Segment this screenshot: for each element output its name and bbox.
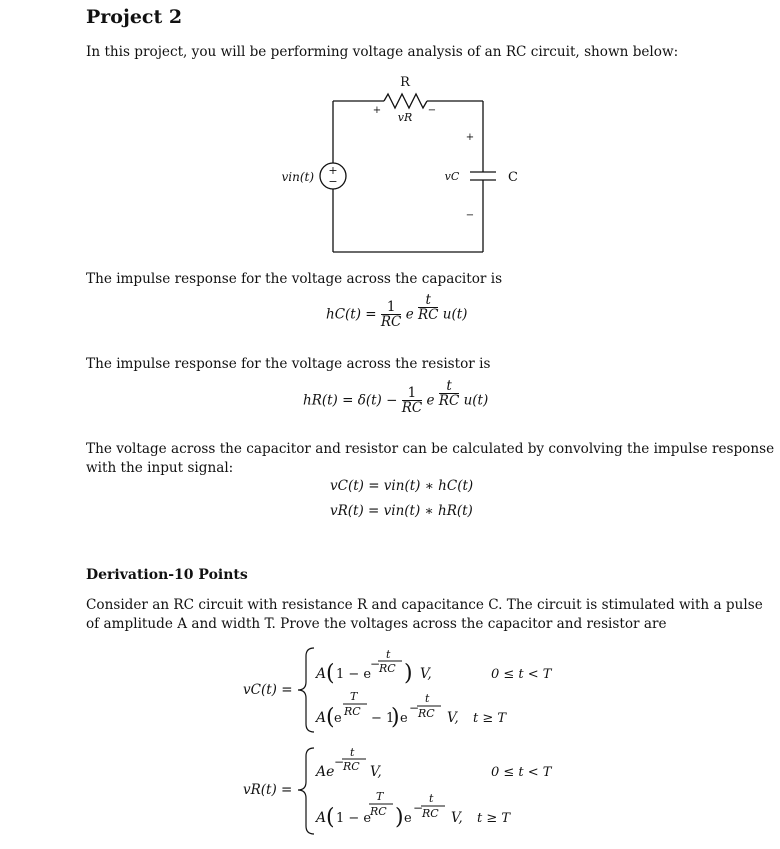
hc-fraction	[381, 300, 402, 329]
derivation-text-line2: of amplitude A and width T. Prove the voltages across the capacitor and resistor are	[86, 616, 667, 632]
vc-plus: +	[465, 132, 475, 143]
svg-text:e: e	[404, 811, 412, 826]
vr-r1-exp-t: t	[350, 746, 355, 759]
conv-intro-line1: The voltage across the capacitor and resistor can be calculated by convolving the impulse response	[86, 441, 775, 457]
hc-exp-e: e	[405, 306, 414, 323]
vr-r1-cond: 0 ≤ t < T	[491, 765, 552, 780]
svg-text:−: −	[413, 801, 424, 815]
hc-frac-num: 1	[381, 300, 402, 315]
vc-r2-exp-t: t	[425, 692, 430, 705]
svg-text:A: A	[316, 666, 327, 682]
svg-text:(: (	[326, 805, 335, 830]
vr-brace	[298, 748, 314, 834]
source-minus: −	[328, 175, 338, 188]
vc-r1-cond: 0 ≤ t < T	[491, 667, 552, 682]
hr-frac-den: RC	[401, 400, 423, 416]
derivation-heading: Derivation-10 Points	[86, 567, 248, 583]
hr-fraction	[402, 386, 423, 415]
svg-text:−: −	[409, 701, 420, 715]
vr-r2-exp-rc2: RC	[422, 807, 439, 820]
vc-r2-cond: t ≥ T	[473, 711, 507, 726]
hr-intro-text: The impulse response for the voltage across the resistor is	[86, 356, 491, 372]
vr-lhs: vR(t) =	[243, 782, 293, 798]
vr-r2-exp-t: t	[429, 792, 434, 805]
vc-minus: −	[465, 210, 475, 221]
vr-r2-cond: t ≥ T	[477, 811, 511, 826]
hr-exponent	[439, 379, 460, 408]
vc-r2-V: V,	[447, 710, 459, 726]
vc-lhs: vC(t) =	[243, 682, 293, 698]
svg-text:(: (	[326, 705, 335, 730]
derivation-text-line1: Consider an RC circuit with resistance R and capacitance C. The circuit is stimulated with a pulse	[86, 597, 763, 613]
vin-label: vin(t)	[281, 170, 314, 184]
hc-equation	[326, 292, 468, 330]
svg-text:−: −	[334, 755, 345, 769]
vc-r2-exp-rc2: RC	[418, 707, 435, 720]
svg-text:A: A	[316, 810, 327, 826]
vc-label: vC	[444, 170, 460, 183]
svg-text:e: e	[400, 711, 408, 726]
hc-frac-den: RC	[380, 314, 402, 330]
vr-r2-exp-rc: RC	[370, 805, 387, 818]
svg-text:A: A	[316, 710, 327, 726]
hr-equation	[303, 378, 489, 416]
vr-r2-V: V,	[451, 810, 463, 826]
svg-text:1 − e: 1 − e	[336, 667, 372, 682]
vr-piecewise-equation	[240, 738, 560, 842]
hr-exp-e: e	[426, 392, 435, 409]
vr-label: vR	[397, 111, 413, 124]
vc-r2-exp-T: T	[350, 690, 358, 703]
vr-conv-equation: vR(t) = vin(t) ∗ hR(t)	[330, 503, 473, 519]
vc-r1-exp-rc: RC	[379, 662, 396, 675]
hc-exponent	[418, 293, 439, 322]
svg-text:): )	[404, 661, 413, 686]
vc-r1-V: V,	[420, 666, 432, 682]
hr-exp-num: t	[446, 378, 452, 394]
svg-text:(: (	[326, 661, 335, 686]
vc-r1-exp-t: t	[386, 648, 391, 661]
svg-text:1 − e: 1 − e	[336, 811, 372, 826]
hc-exp-num: t	[425, 292, 431, 308]
svg-text:e: e	[334, 711, 342, 726]
page-title: Project 2	[86, 6, 183, 28]
vr-plus: +	[372, 105, 382, 116]
hr-step: u(t)	[463, 392, 489, 409]
source-plus: +	[328, 164, 338, 177]
hc-exp-den: RC	[417, 307, 439, 323]
vc-brace	[298, 648, 314, 732]
vc-conv-equation: vC(t) = vin(t) ∗ hC(t)	[330, 478, 474, 494]
vr-r1-V: V,	[370, 764, 382, 780]
resistor-label: R	[400, 75, 410, 90]
rc-circuit-diagram	[0, 0, 780, 260]
vr-minus: −	[427, 105, 437, 116]
resistor-symbol	[384, 94, 427, 108]
conv-intro-line2: with the input signal:	[86, 460, 234, 476]
svg-text:): )	[395, 805, 404, 830]
svg-text:−: −	[370, 657, 381, 671]
svg-text:): )	[391, 705, 400, 730]
vr-r1-exp-rc: RC	[343, 760, 360, 773]
svg-text:Ae: Ae	[316, 764, 335, 780]
hc-step: u(t)	[442, 306, 468, 323]
hr-exp-den: RC	[438, 393, 460, 409]
svg-text:− 1: − 1	[371, 711, 395, 726]
vc-r2-exp-rc: RC	[344, 705, 361, 718]
hc-lhs: hC(t) =	[326, 306, 377, 323]
vr-r2-exp-T: T	[376, 790, 384, 803]
hr-lhs: hR(t) = δ(t) −	[303, 392, 398, 409]
capacitor-label: C	[508, 170, 518, 185]
vc-piecewise-equation	[240, 640, 560, 740]
intro-text: In this project, you will be performing voltage analysis of an RC circuit, shown below:	[86, 44, 679, 60]
hr-frac-num: 1	[402, 386, 423, 401]
hc-intro-text: The impulse response for the voltage across the capacitor is	[86, 271, 503, 287]
